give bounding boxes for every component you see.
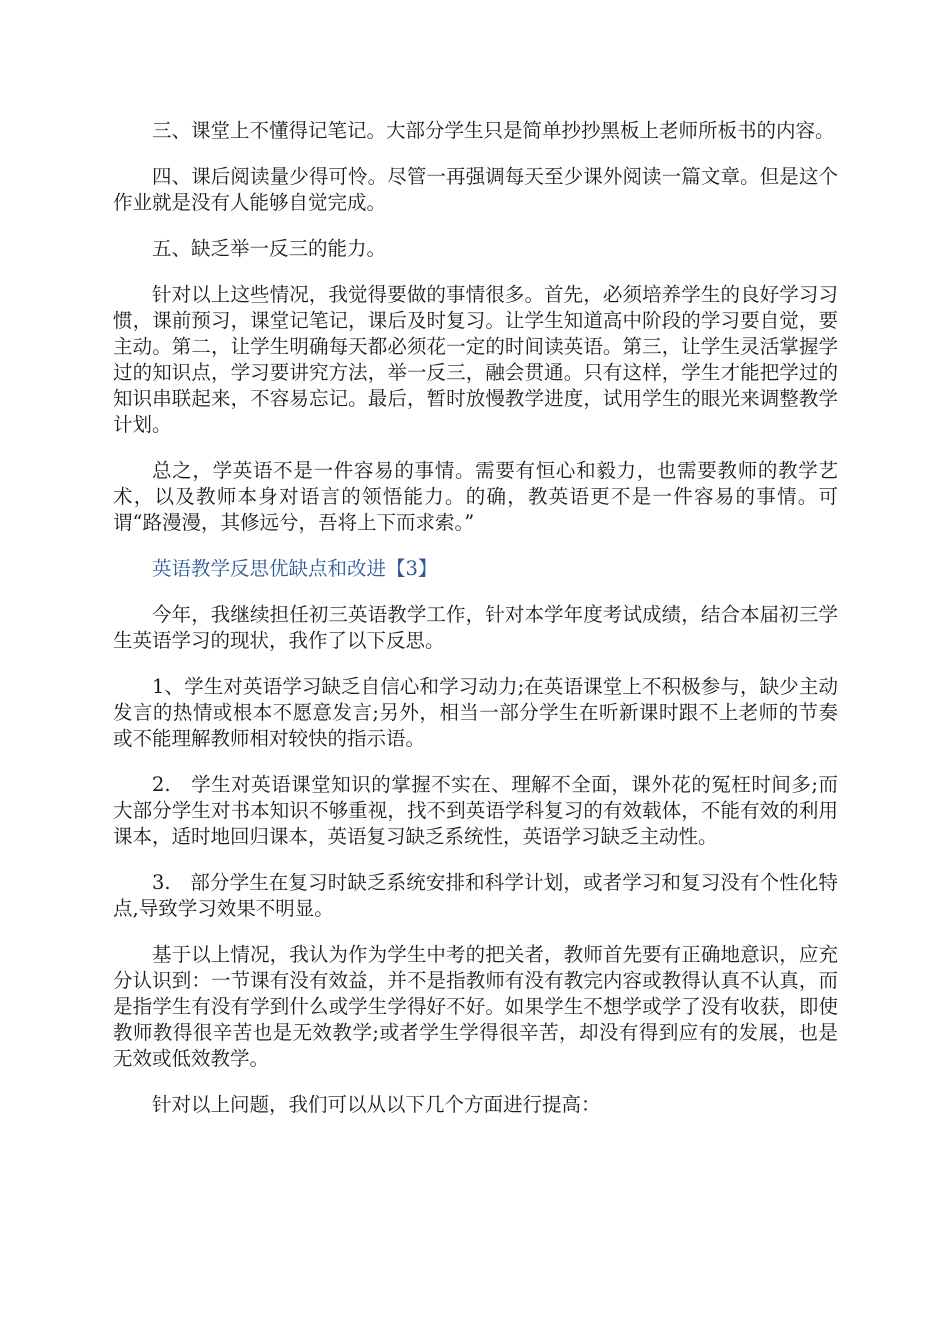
paragraph-conclusion: 总之，学英语不是一件容易的事情。需要有恒心和毅力，也需要教师的教学艺术，以及教师本身对语言的领悟能力。的确，教英语更不是一件容易的事情。可谓“路漫漫，其修远兮，吾将上下而求索。” bbox=[113, 459, 838, 534]
paragraph-item-3: 3. 部分学生在复习时缺乏系统安排和科学计划，或者学习和复习没有个性化特点,导致学习效果不明显。 bbox=[113, 871, 838, 920]
document-body bbox=[113, 118, 838, 1138]
paragraph-item-1: 1、学生对英语学习缺乏自信心和学习动力;在英语课堂上不积极参与，缺少主动发言的热情或根本不愿意发言;另外，相当一部分学生在听新课时跟不上老师的节奏或不能理解教师相对较快的指示语。 bbox=[113, 675, 838, 750]
paragraph-measures: 针对以上这些情况，我觉得要做的事情很多。首先，必须培养学生的良好学习习惯，课前预习，课堂记笔记，课后及时复习。让学生知道高中阶段的学习要自觉，要主动。第二，让学生明确每天都必须花一定的时间读英语。第三，让学生灵活掌握学过的知识点，学习要讲究方法，举一反三，融会贯通。只有这样，学生才能把学过的知识串联起来，不容易忘记。最后，暂时放慢教学进度，试用学生的眼光来调整教学计划。 bbox=[113, 283, 838, 436]
paragraph-inference-ability: 五、缺乏举一反三的能力。 bbox=[152, 237, 387, 260]
paragraph-intro: 今年，我继续担任初三英语教学工作，针对本学年度考试成绩，结合本届初三学生英语学习的现状，我作了以下反思。 bbox=[113, 603, 838, 652]
section-heading-link[interactable]: 英语教学反思优缺点和改进【3】 bbox=[152, 557, 438, 580]
paragraph-note-taking: 三、课堂上不懂得记笔记。大部分学生只是简单抄抄黑板上老师所板书的内容。 bbox=[152, 119, 835, 142]
paragraph-item-2: 2. 学生对英语课堂知识的掌握不实在、理解不全面，课外花的冤枉时间多;而大部分学生对书本知识不够重视，找不到英语学科复习的有效载体，不能有效的利用课本，适时地回归课本，英语复习缺乏系统性，英语学习缺乏主动性。 bbox=[113, 773, 838, 848]
paragraph-analysis: 基于以上情况，我认为作为学生中考的把关者，教师首先要有正确地意识，应充分认识到：一节课有没有效益，并不是指教师有没有教完内容或教得认真不认真，而是指学生有没有学到什么或学生学得好不好。如果学生不想学或学了没有收获，即使教师教得很辛苦也是无效教学;或者学生学得很辛苦，却没有得到应有的发展，也是无效或低效教学。 bbox=[113, 943, 838, 1070]
paragraph-improvements-intro: 针对以上问题，我们可以从以下几个方面进行提高： bbox=[152, 1093, 601, 1116]
paragraph-reading-volume: 四、课后阅读量少得可怜。尽管一再强调每天至少课外阅读一篇文章。但是这个作业就是没有人能够自觉完成。 bbox=[113, 165, 838, 214]
